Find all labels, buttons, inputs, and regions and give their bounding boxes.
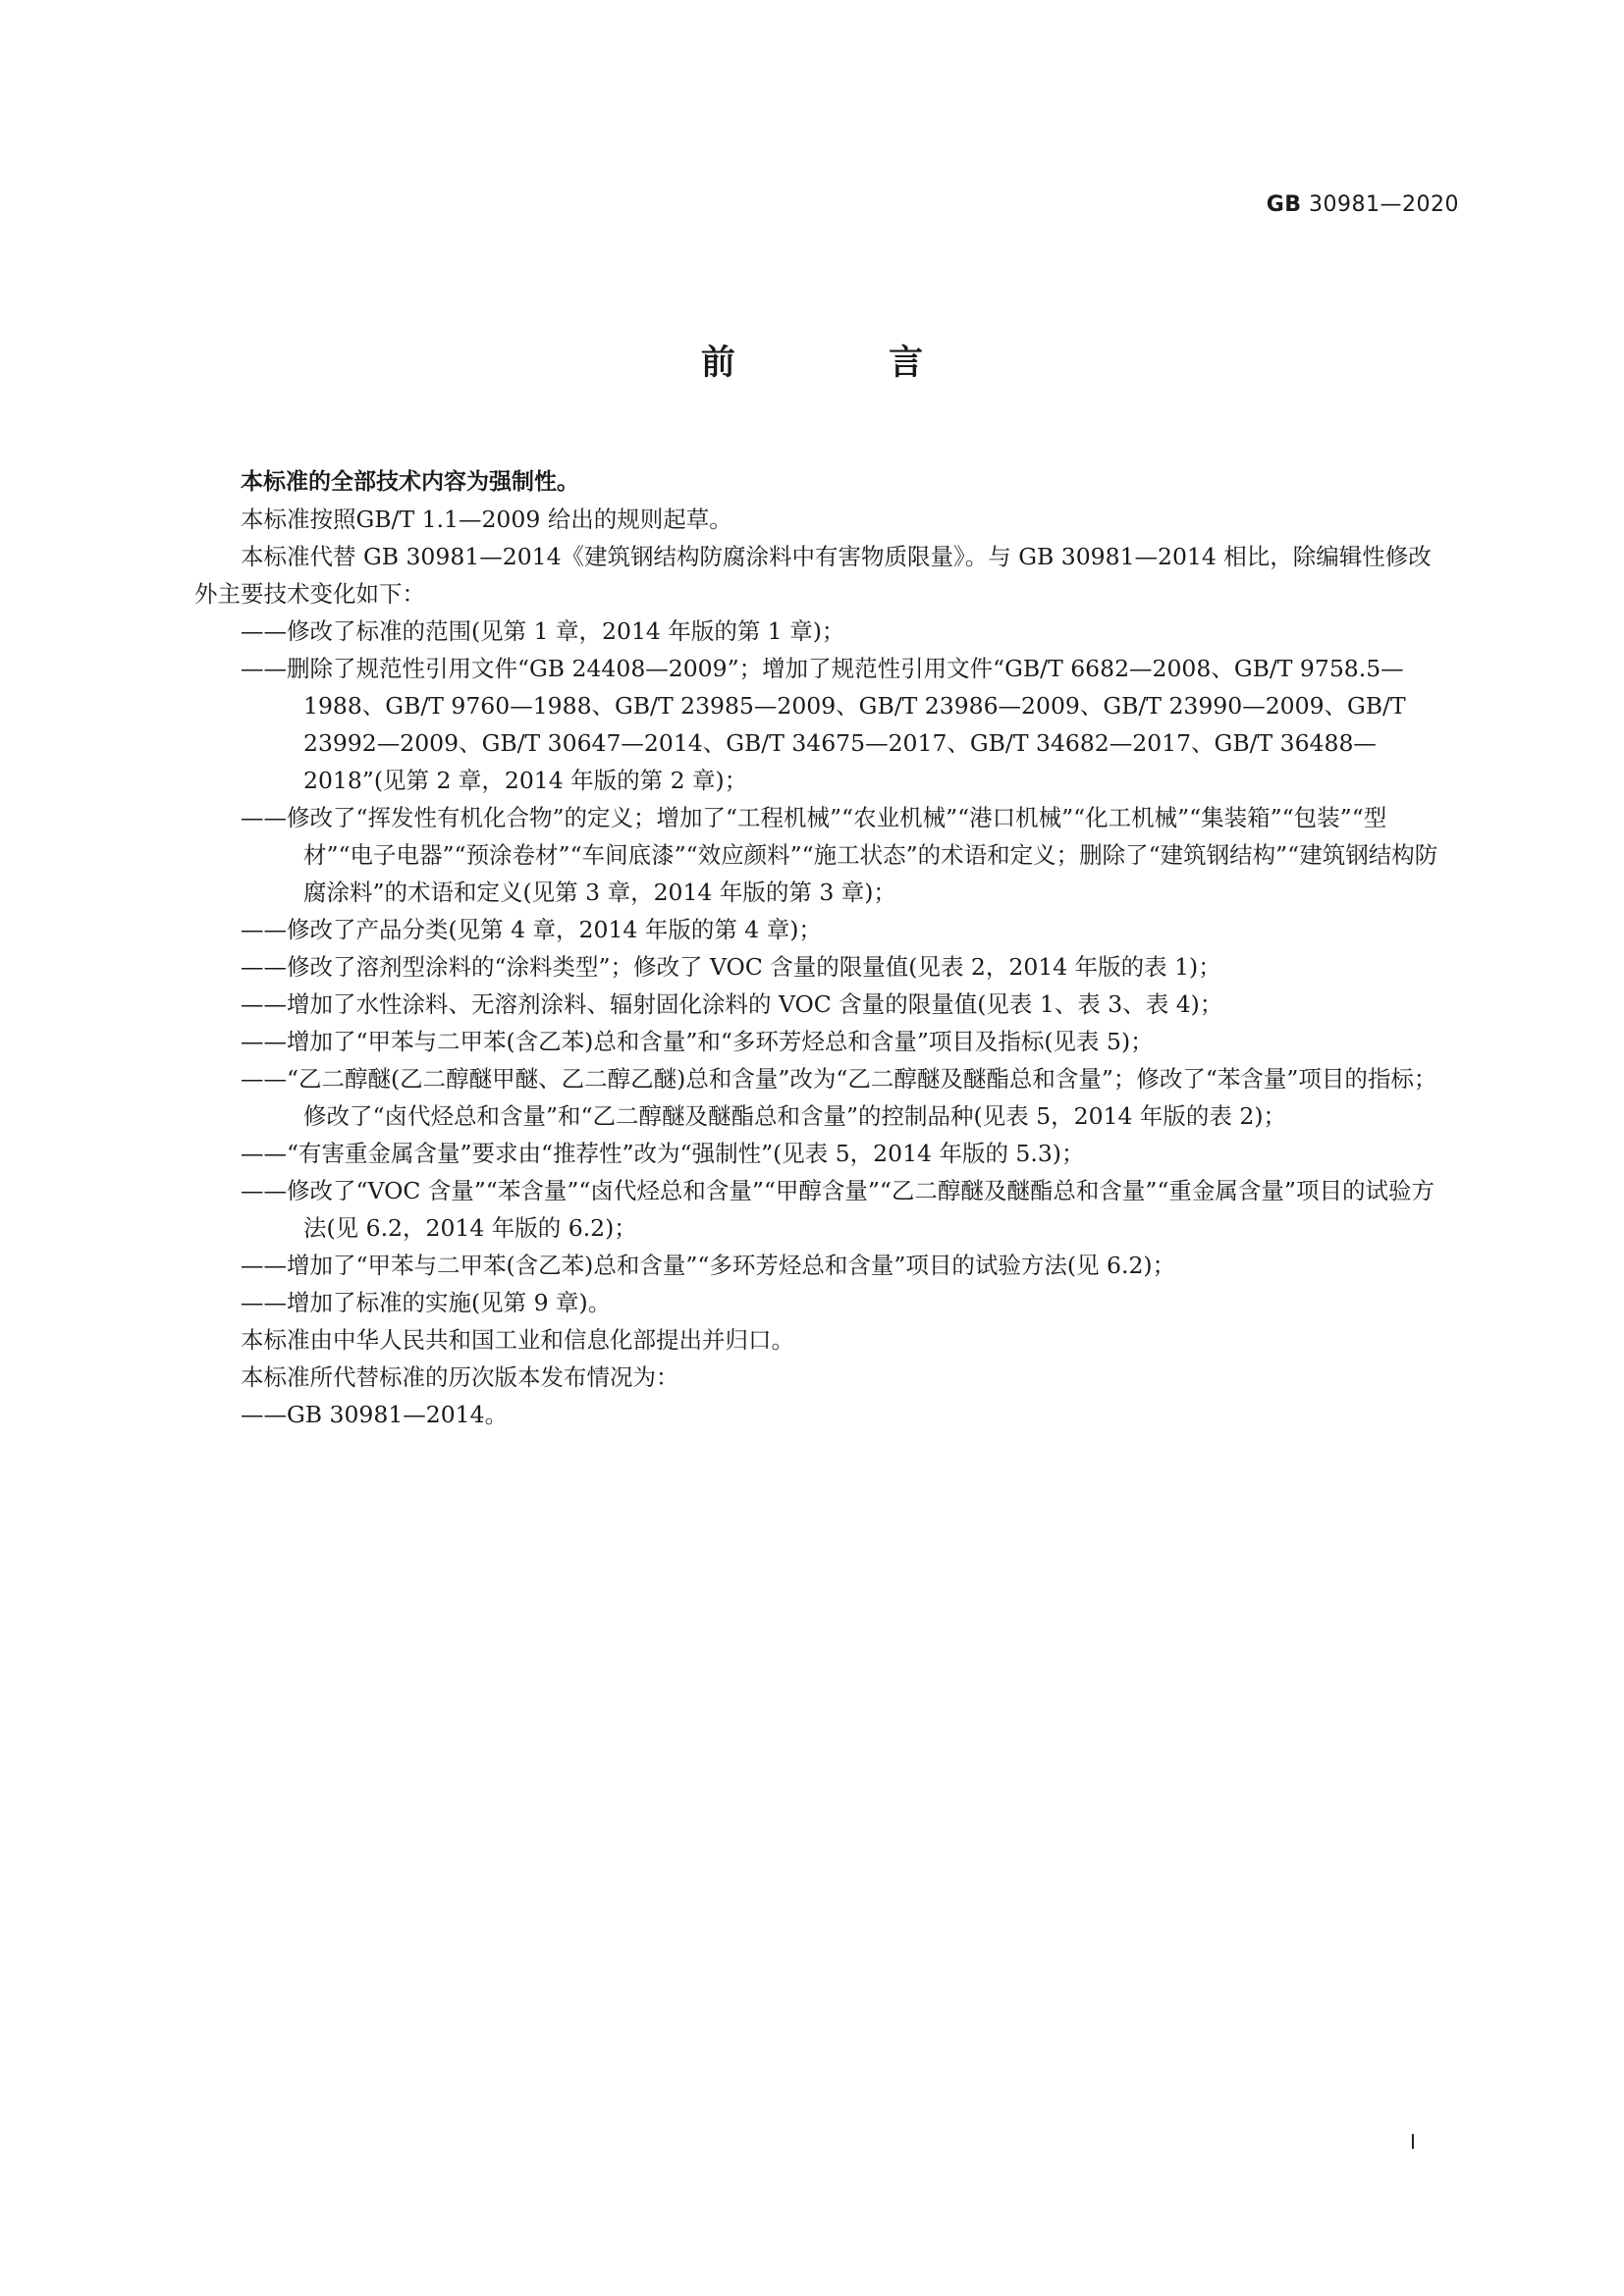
drafting-rules-paragraph: 本标准按照GB/T 1.1—2009 给出的规则起草。 (241, 506, 732, 533)
change-item: ——“有害重金属含量”要求由“推荐性”改为“强制性”(见表 5，2014 年版的 5.3)； (241, 1140, 1085, 1167)
proposer-paragraph: 本标准由中华人民共和国工业和信息化部提出并归口。 (241, 1326, 794, 1354)
mandatory-statement: 本标准的全部技术内容为强制性。 (241, 469, 579, 495)
change-item: ——修改了“VOC 含量”“苯含量”“卤代烃总和含量”“甲醇含量”“乙二醇醚及醚酯总和含量”“重金属含量”项目的试验方法(见 6.2，2014 年版的 6.2)； (241, 1177, 1435, 1242)
standard-code (1267, 192, 1459, 217)
standard-code-number: 30981—2020 (1309, 192, 1459, 217)
change-item: ——修改了产品分类(见第 4 章，2014 年版的第 4 章)； (241, 916, 822, 943)
history-item: ——GB 30981—2014。 (241, 1401, 509, 1428)
history-intro-paragraph: 本标准所代替标准的历次版本发布情况为： (241, 1363, 679, 1391)
replacement-paragraph: 本标准代替 GB 30981—2014《建筑钢结构防腐涂料中有害物质限量》。与 GB 30981—2014 相比，除编辑性修改外主要技术变化如下： (194, 543, 1432, 608)
standard-code-prefix: GB (1266, 192, 1302, 217)
change-item: ——增加了水性涂料、无溶剂涂料、辐射固化涂料的 VOC 含量的限量值(见表 1、表 3、表 4)； (241, 990, 1223, 1018)
change-item: ——增加了“甲苯与二甲苯(含乙苯)总和含量”“多环芳烃总和含量”项目的试验方法(见 6.2)； (241, 1252, 1176, 1279)
document-body (194, 463, 1453, 1433)
change-item: ——增加了“甲苯与二甲苯(含乙苯)总和含量”和“多环芳烃总和含量”项目及指标(见表 5)； (241, 1028, 1154, 1055)
change-item: ——删除了规范性引用文件“GB 24408—2009”；增加了规范性引用文件“GB/T 6682—2008、GB/T 9758.5—1988、GB/T 9760—1988、GB/T 23985—2009、GB/T 23986—2009、GB/T 23990—2009、GB/T 23992—2009、GB/T 30647—2014、GB/T 34675—2017、GB/T 34682—2017、GB/T 36488—2018”(见第 2 章，2014 年版的第 2 章)； (241, 655, 1406, 794)
change-item: ——修改了溶剂型涂料的“涂料类型”；修改了 VOC 含量的限量值(见表 2，2014 年版的表 1)； (241, 953, 1221, 981)
change-item: ——“乙二醇醚(乙二醇醚甲醚、乙二醇乙醚)总和含量”改为“乙二醇醚及醚酯总和含量”；修改了“苯含量”项目的指标；修改了“卤代烃总和含量”和“乙二醇醚及醚酯总和含量”的控制品种(见表 5，2014 年版的表 2)； (241, 1065, 1437, 1130)
page-number: I (1410, 2130, 1416, 2154)
change-item: ——修改了标准的范围(见第 1 章，2014 年版的第 1 章)； (241, 617, 845, 645)
page-title: 前 言 (700, 344, 995, 383)
change-item: ——增加了标准的实施(见第 9 章)。 (241, 1289, 612, 1316)
change-item: ——修改了“挥发性有机化合物”的定义；增加了“工程机械”“农业机械”“港口机械”“化工机械”“集装箱”“包装”“型材”“电子电器”“预涂卷材”“车间底漆”“效应颜料”“施工状态”的术语和定义；删除了“建筑钢结构”“建筑钢结构防腐涂料”的术语和定义(见第 3 章，2014 年版的第 3 章)； (241, 804, 1438, 906)
